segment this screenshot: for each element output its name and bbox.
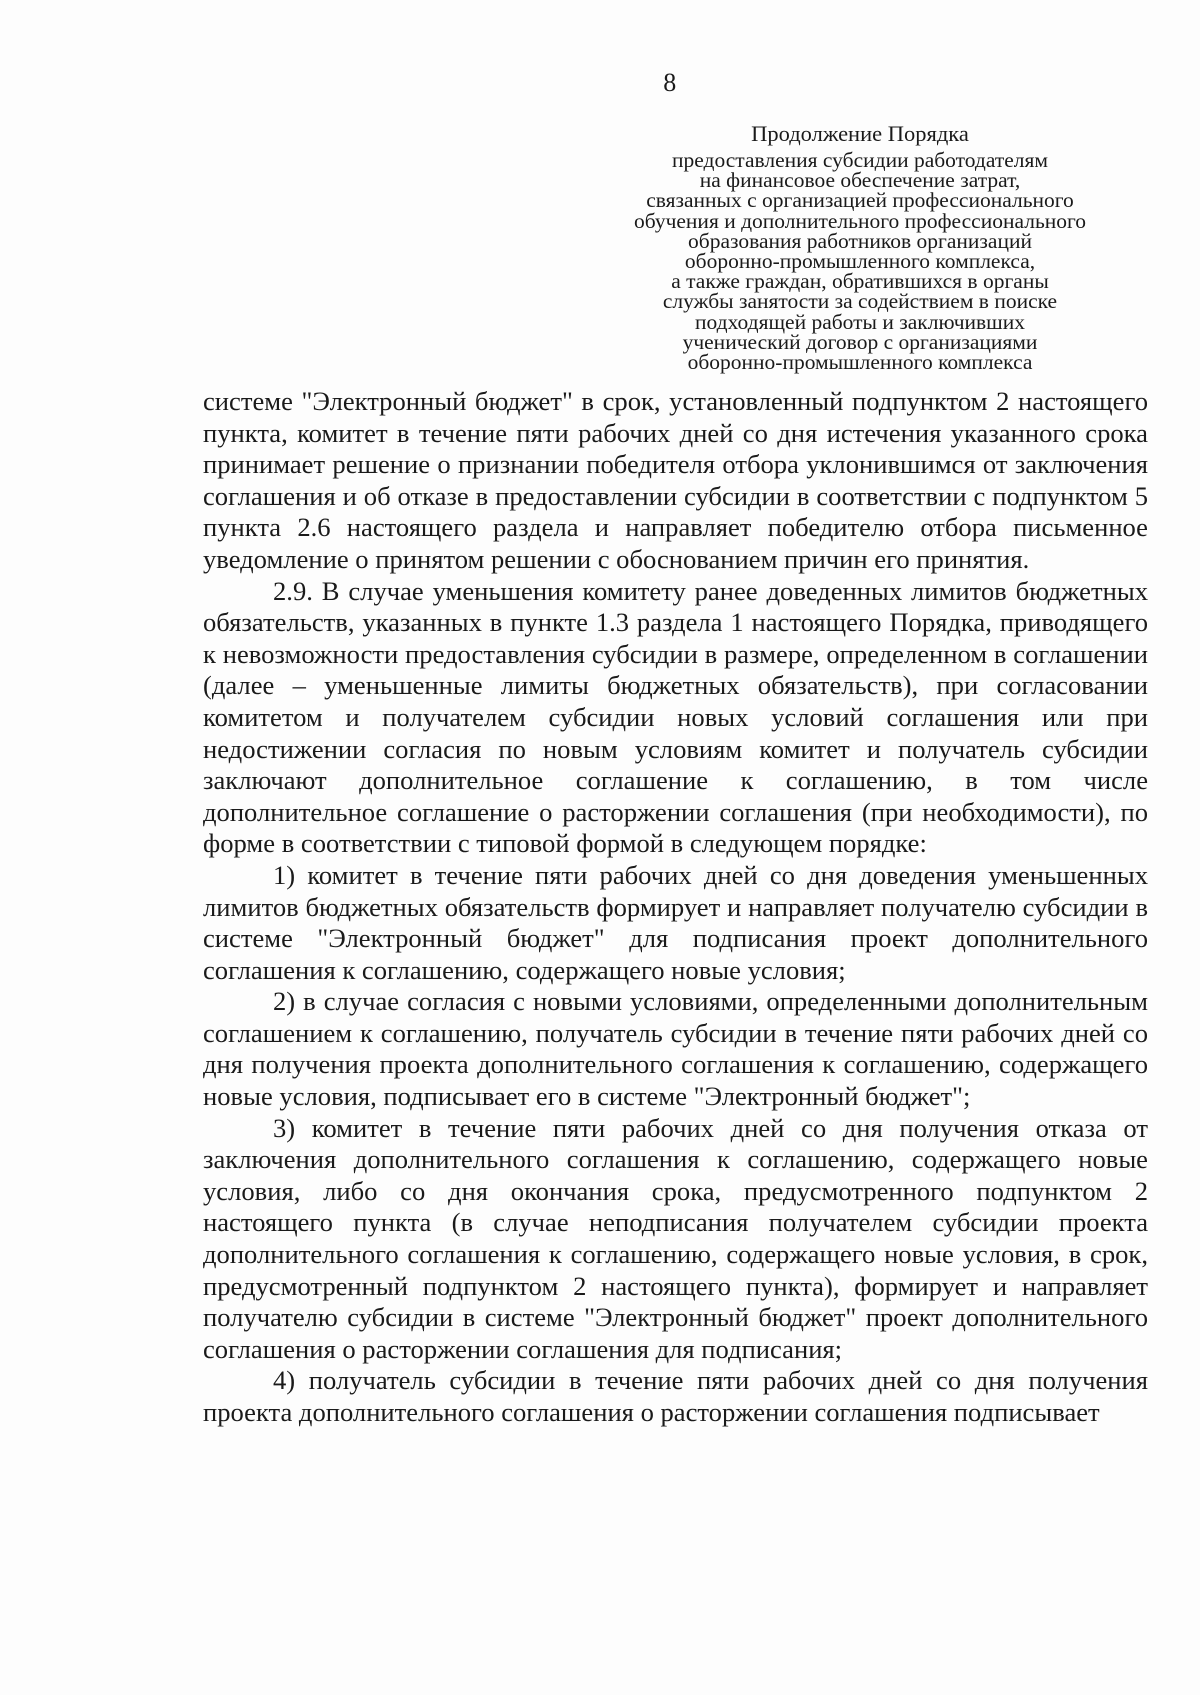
paragraph-item-3: 3) комитет в течение пяти рабочих дней со дня получения отказа от заключения дополнительного соглашения к соглашению, содержащего новые условия, либо со дня окончания срока, предусмотренного подпунктом 2 настоящего пункта (в случае неподписания получателем субсидии проекта дополнительного соглашения к соглашению, содержащего новые условия, в срок, предусмотренный подпунктом 2 настоящего пункта), формирует и направляет получателю субсидии в системе "Электронный бюджет" проект дополнительного соглашения о расторжении соглашения для подписания; [203, 1112, 1148, 1364]
header-line: оборонно-промышленного комплекса [687, 350, 1033, 375]
header-line: службы занятости за содействием в поиске [662, 289, 1058, 314]
header-line: на финансовое обеспечение затрат, [699, 168, 1021, 193]
paragraph-item-2: 2) в случае согласия с новыми условиями, определенными дополнительным соглашением к соглашению, получатель субсидии в течение пяти рабочих дней со дня получения проекта дополнительного соглашения к соглашению, содержащего новые условия, подписывает его в системе "Электронный бюджет"; [203, 986, 1148, 1112]
header-line: обучения и дополнительного профессионального [633, 208, 1087, 233]
paragraph-item-1: 1) комитет в течение пяти рабочих дней со дня доведения уменьшенных лимитов бюджетных обязательств формирует и направляет получателю субсидии в системе "Электронный бюджет" для подписания проект дополнительного соглашения к соглашению, содержащего новые условия; [203, 859, 1148, 985]
document-header [600, 121, 1120, 375]
paragraph-item-4: 4) получатель субсидии в течение пяти рабочих дней со дня получения проекта дополнительного соглашения о расторжении соглашения подписывает [203, 1365, 1148, 1427]
header-line: а также граждан, обратившихся в органы [671, 269, 1049, 294]
header-line: образования работников организаций [688, 228, 1032, 253]
header-line: подходящей работы и заключивших [695, 309, 1025, 334]
header-line: связанных с организацией профессионального [646, 188, 1074, 213]
header-title: Продолжение Порядка [751, 121, 969, 146]
paragraph-2-9: 2.9. В случае уменьшения комитету ранее доведенных лимитов бюджетных обязательств, указанных в пункте 1.3 раздела 1 настоящего Порядка, приводящего к невозможности предоставления субсидии в размере, определенном в соглашении (далее – уменьшенные лимиты бюджетных обязательств), при согласовании комитетом и получателем субсидии новых условий соглашения или при недостижении согласия по новым условиям комитет и получатель субсидии заключают дополнительное соглашение к соглашению, в том числе дополнительное соглашение о расторжении соглашения (при необходимости), по форме в соответствии с типовой формой в следующем порядке: [203, 575, 1148, 859]
paragraph-continuation: системе "Электронный бюджет" в срок, установленный подпунктом 2 настоящего пункта, комитет в течение пяти рабочих дней со дня истечения указанного срока принимает решение о признании победителя отбора уклонившимся от заключения соглашения и об отказе в предоставлении субсидии в соответствии с подпунктом 5 пункта 2.6 настоящего раздела и направляет победителю отбора письменное уведомление о принятом решении с обоснованием причин его принятия. [203, 386, 1148, 574]
header-line: предоставления субсидии работодателям [672, 148, 1048, 172]
header-line: оборонно-промышленного комплекса, [684, 249, 1036, 274]
header-line: ученический договор с организациями [682, 329, 1038, 354]
document-body [203, 386, 1148, 1429]
page-number: 8 [663, 68, 677, 97]
